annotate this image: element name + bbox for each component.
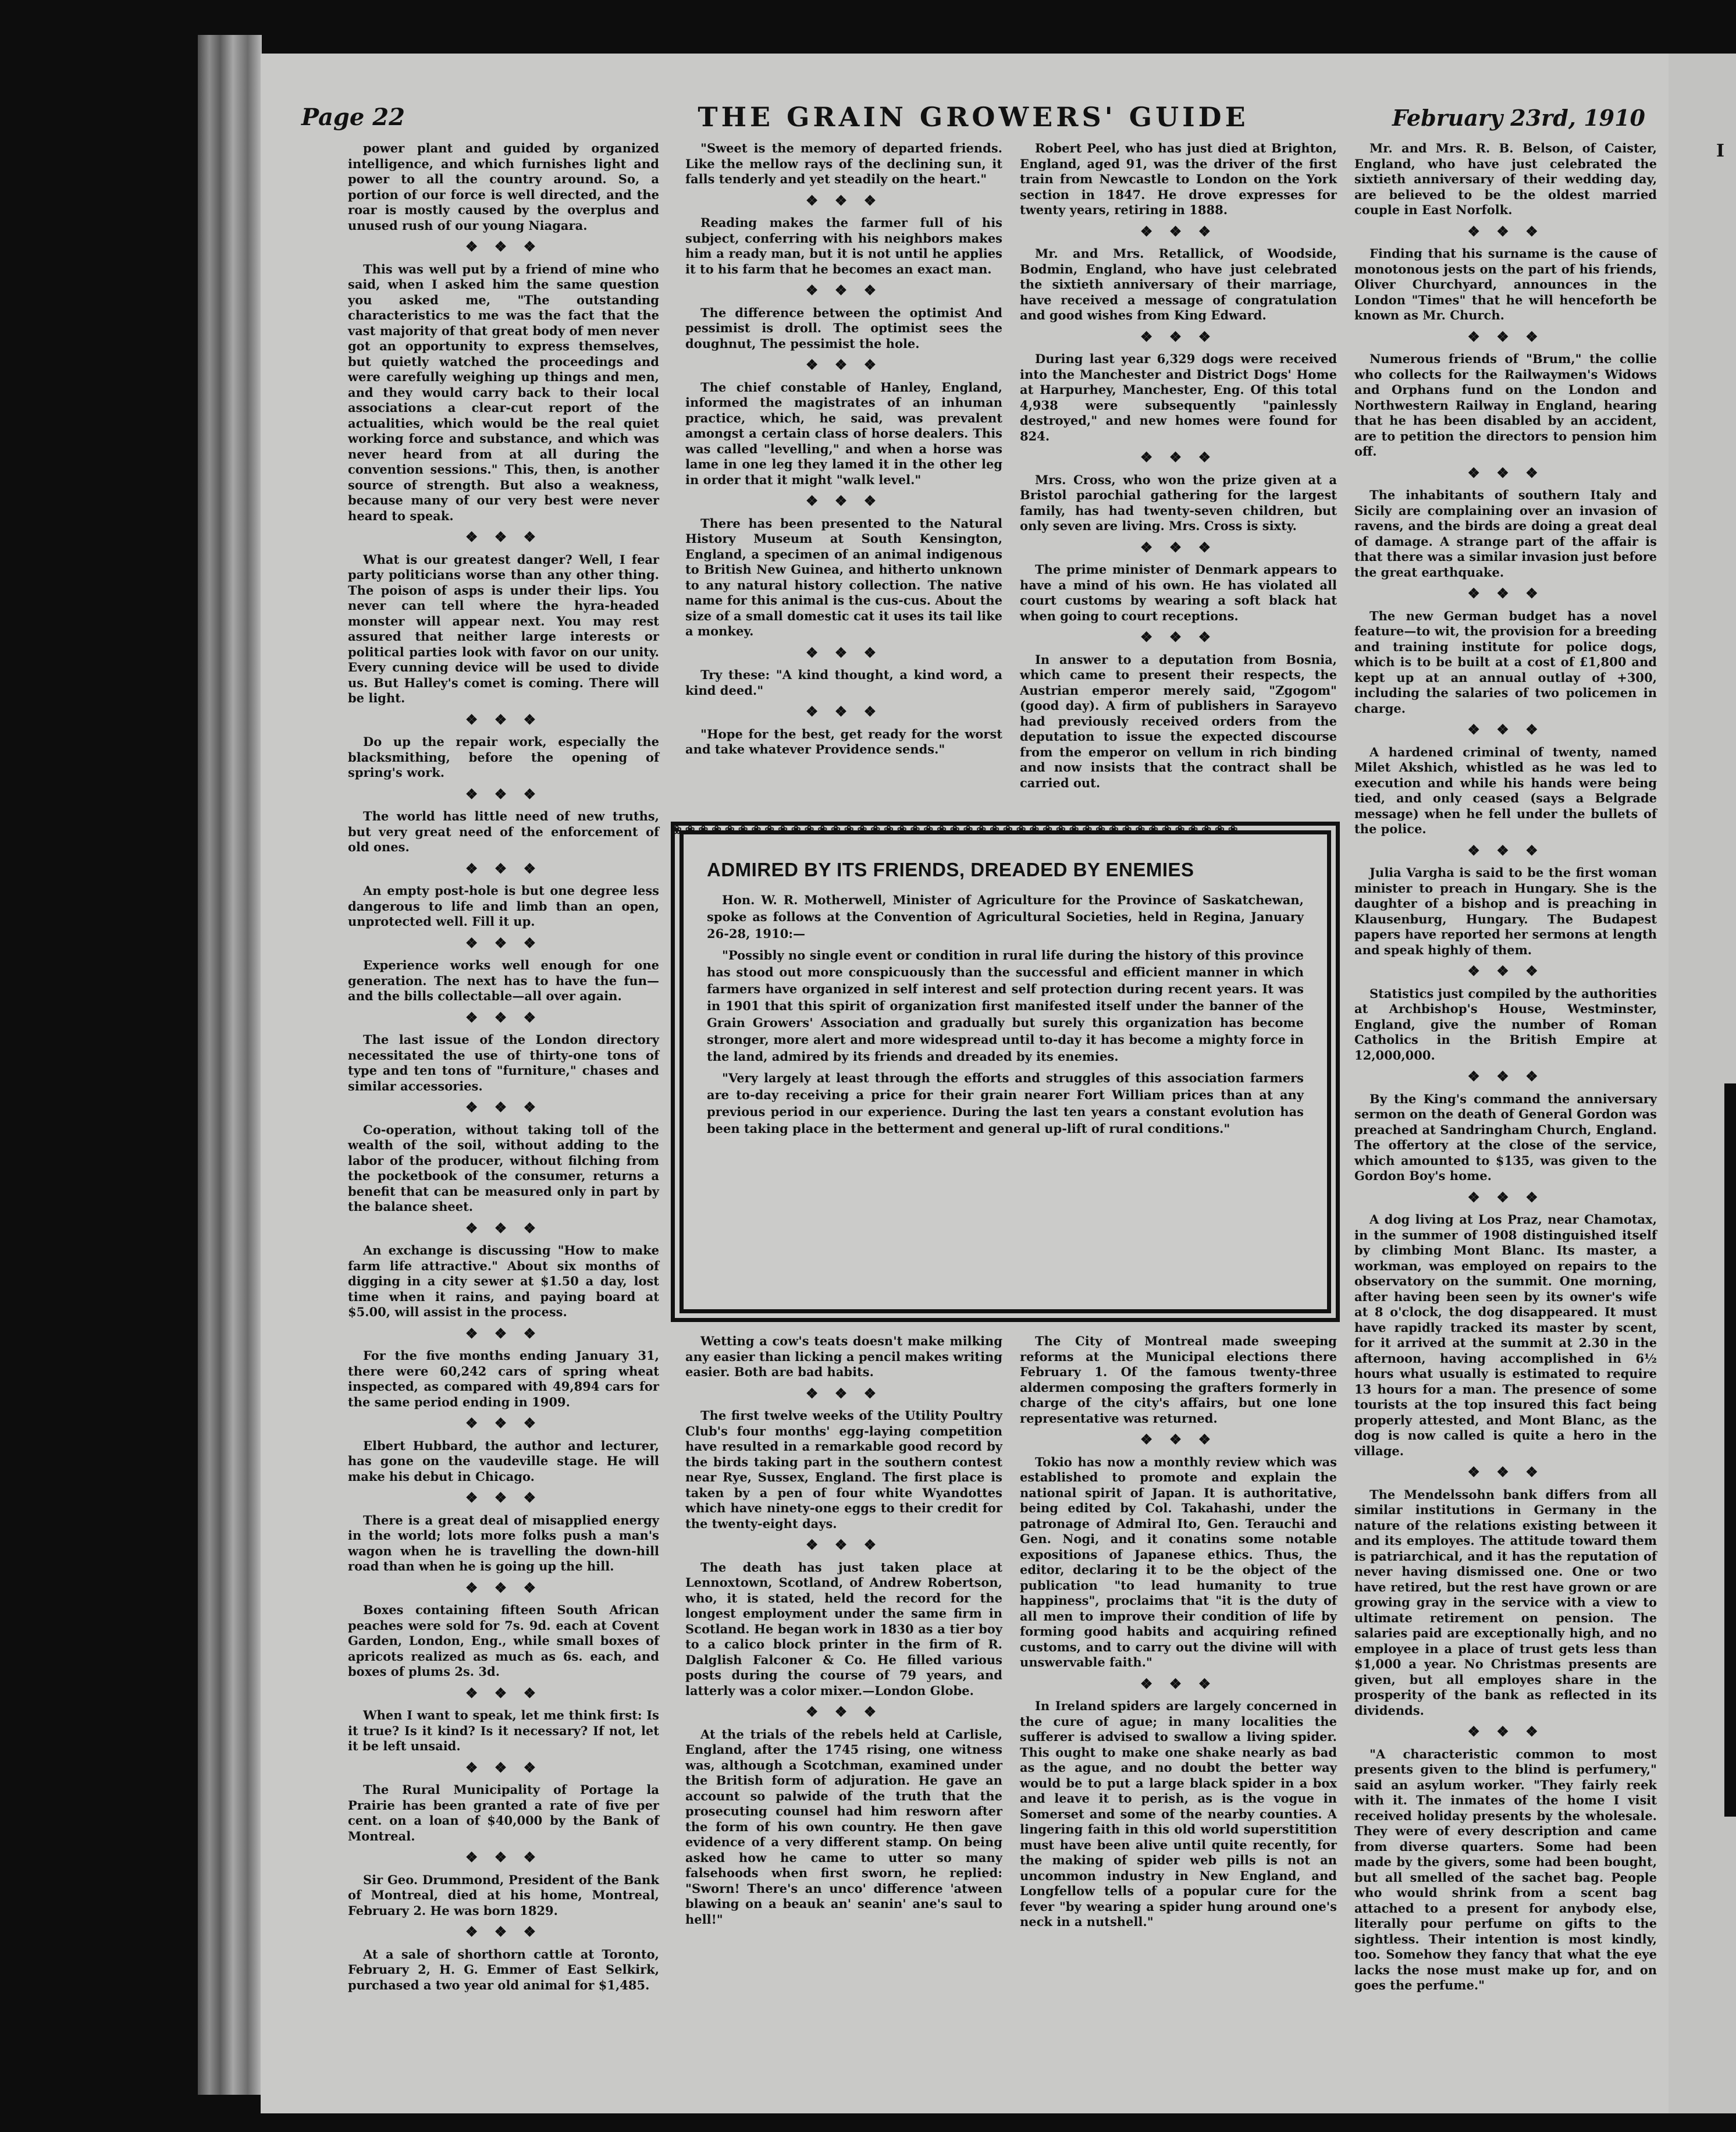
- news-item: power plant and guided by organized intelligence, and which furnishes light and power to all the country around. So, a portion of our force is well directed, and the roar is mostly caused by the overplus and unused rush of our young Niagara.: [348, 141, 659, 233]
- adjacent-page-edge: [1669, 54, 1736, 2113]
- column-2-top: [685, 141, 1002, 804]
- section-ornament: ❖ ❖ ❖: [805, 644, 883, 661]
- news-item: The City of Montreal made sweeping reforms at the Municipal elections there February 1. Of the famous twenty-three aldermen composing the grafters formerly in charge of the city's affairs, but one lone representative was returned.: [1020, 1334, 1337, 1426]
- section-ornament: ❖ ❖ ❖: [1140, 1675, 1217, 1692]
- news-item: The first twelve weeks of the Utility Poultry Club's four months' egg-laying competition have resulted in a remarkable good record by the birds taking part in the southern contest near Rye, Sussex, England. The first place is taken by a pen of four white Wyandottes which have ninety-one eggs to their credit for the twenty-eight days.: [685, 1408, 1002, 1531]
- section-ornament: ❖ ❖ ❖: [1140, 538, 1217, 556]
- news-item: Co-operation, without taking toll of the wealth of the soil, without adding to the labor of the producer, without filching from the pocketbook of the consumer, returns a benefit that can be measured only in part by the balance sheet.: [348, 1122, 659, 1214]
- section-ornament: ❖ ❖ ❖: [465, 859, 542, 877]
- news-item: There is a great deal of misapplied energy in the world; lots more folks push a man's wagon when he is travelling the down-hill road than when he is going up the hill.: [348, 1512, 659, 1573]
- section-ornament: ❖ ❖ ❖: [1467, 328, 1544, 345]
- section-ornament: ❖ ❖ ❖: [465, 238, 542, 255]
- news-item: Do up the repair work, especially the blacksmithing, before the opening of spring's work.: [348, 734, 659, 780]
- section-ornament: ❖ ❖ ❖: [805, 191, 883, 209]
- news-item: Elbert Hubbard, the author and lecturer, has gone on the vaudeville stage. He will make his debut in Chicago.: [348, 1438, 659, 1484]
- news-item: In answer to a deputation from Bosnia, which came to present their respects, the Austrian emperor merely said, "Zgogom" (good day). A firm of publishers in Sarayevo had previously received orders from the deputation to issue the expected discourse from the emperor on vellum in rich binding and now insists that the contract shall be carried out.: [1020, 652, 1337, 790]
- news-item: There has been presented to the Natural History Museum at South Kensington, England, a specimen of an animal indigenous to British New Guinea, and hitherto unknown to any natural history collection. The native name for this animal is the cus-cus. About the size of a small domestic cat it uses its tail like a monkey.: [685, 516, 1002, 638]
- news-item: The prime minister of Denmark appears to have a mind of his own. He has violated all court customs by wearing a soft black hat when going to court receptions.: [1020, 562, 1337, 623]
- news-item: At a sale of shorthorn cattle at Toronto, February 2, H. G. Emmer of East Selkirk, purchased a two year old animal for $1,485.: [348, 1946, 659, 1992]
- boxed-article-intro: Hon. W. R. Motherwell, Minister of Agriculture for the Province of Saskatchewan, spoke as follows at the Convention of Agricultural Societies, held in Regina, January 26-28, 1910:—: [707, 893, 1304, 941]
- section-ornament: ❖ ❖ ❖: [1467, 962, 1544, 979]
- boxed-article: [671, 822, 1340, 1322]
- section-ornament: ❖ ❖ ❖: [805, 1703, 883, 1720]
- section-ornament: ❖ ❖ ❖: [805, 492, 883, 509]
- news-item: For the five months ending January 31, there were 60,242 cars of spring wheat inspected, as compared with 49,894 cars for the same period ending in 1909.: [348, 1348, 659, 1409]
- section-ornament: ❖ ❖ ❖: [465, 528, 542, 545]
- column-1: [348, 141, 659, 1992]
- section-ornament: ❖ ❖ ❖: [1467, 841, 1544, 859]
- news-item: An exchange is discussing "How to make farm life attractive." About six months of digging in a city sewer at $1.50 a day, lost time when it rains, and paying board at $5.00, will assist in the process.: [348, 1243, 659, 1319]
- section-ornament: ❖ ❖ ❖: [1467, 721, 1544, 738]
- news-item: "Hope for the best, get ready for the worst and take whatever Providence sends.": [685, 726, 1002, 756]
- news-item: This was well put by a friend of mine who said, when I asked him the same question you asked me, "The outstanding characteristics to me was the fact that the vast majority of that great body of men never got an opportunity to express themselves, but quietly watched the proceedings and were carefully weighing up things and men, and they would carry back to their local associations a clear-cut report of the actualities, which would be the real quiet working force and substance, and which was never heard from at all during the convention sessions." This, then, is another source of strength. But also a weakness, because many of our very best were never heard to speak.: [348, 261, 659, 523]
- news-item: In Ireland spiders are largely concerned in the cure of ague; in many localities the sufferer is advised to swallow a living spider. This ought to make one shake nearly as bad as the ague, and no doubt the better way would be to put a large black spider in a box and leave it to perish, as is the vogue in Somerset and some of the nearby counties. A lingering faith in this old world superstitition must have been alive until quite recently, for the making of spider web pills is not an uncommon industry in New England, and Longfellow tells of a popular cure for the fever "by wearing a spider hung around one's neck in a nutshell.": [1020, 1699, 1337, 1929]
- ornamental-border: ❀❀❀❀❀❀❀❀❀❀❀❀❀❀❀❀❀❀❀❀❀❀❀❀❀❀❀❀❀❀❀❀❀❀❀❀❀❀❀❀❀❀❀: [672, 823, 1241, 837]
- section-ornament: ❖ ❖ ❖: [465, 1684, 542, 1701]
- section-ornament: ❖ ❖ ❖: [1140, 1431, 1217, 1448]
- news-item: The new German budget has a novel feature—to wit, the provision for a breeding and training institute for police dogs, which is to be built at a cost of £1,800 and kept up at an annual outlay of +300, including the salaries of two policemen in charge.: [1354, 608, 1657, 716]
- issue-date: February 23rd, 1910: [1392, 105, 1645, 131]
- news-item: Finding that his surname is the cause of monotonous jests on the part of his friends, Oliver Churchyard, announces in the London "Times" that he will henceforth be known as Mr. Church.: [1354, 246, 1657, 322]
- news-item: A hardened criminal of twenty, named Milet Akshich, whistled as he was led to execution and while his hands were being tied, and only ceased (says a Belgrade message) when he fell under the bullets of the police.: [1354, 744, 1657, 836]
- news-item: "A characteristic common to most presents given to the blind is perfumery," said an asylum worker. "They fairly reek with it. The inmates of the home I visit received holiday presents by the wholesale. They were of every description and came from diverse quarters. Some had been made by the givers, some had been bought, but all smelled of the sachet bag. People who would shrink from a scent bag attached to a present for anybody else, literally pour perfume on gifts to the sightless. Their intention is most kindly, too. Somehow they fancy that what the eye lacks the nose must make up for, and on goes the perfume.": [1354, 1746, 1657, 1992]
- news-item: Wetting a cow's teats doesn't make milking any easier than licking a pencil makes writing easier. Both are bad habits.: [685, 1334, 1002, 1379]
- news-item: The world has little need of new truths, but very great need of the enforcement of old ones.: [348, 809, 659, 854]
- section-ornament: ❖ ❖ ❖: [805, 282, 883, 299]
- news-item: Mr. and Mrs. Retallick, of Woodside, Bodmin, England, who have just celebrated the sixtieth anniversary of their marriage, have received a message of congratulation and good wishes from King Edward.: [1020, 246, 1337, 322]
- section-ornament: ❖ ❖ ❖: [1140, 222, 1217, 240]
- page-header: [301, 99, 1645, 140]
- news-item: When I want to speak, let me think first: Is it true? Is it kind? Is it necessary? If not, let it be left unsaid.: [348, 1708, 659, 1753]
- column-2-bottom: [685, 1334, 1002, 2090]
- section-ornament: ❖ ❖ ❖: [465, 1324, 542, 1342]
- section-ornament: ❖ ❖ ❖: [465, 1923, 542, 1940]
- section-ornament: ❖ ❖ ❖: [1467, 1463, 1544, 1480]
- adjacent-page-letter: I: [1716, 141, 1725, 161]
- section-ornament: ❖ ❖ ❖: [1140, 328, 1217, 345]
- news-item: The difference between the optimist And pessimist is droll. The optimist sees the doughnut, The pessimist the hole.: [685, 305, 1002, 351]
- section-ornament: ❖ ❖ ❖: [465, 1849, 542, 1866]
- news-item: Experience works well enough for one generation. The next has to have the fun—and the bills collectable—all over again.: [348, 958, 659, 1003]
- news-item: Julia Vargha is said to be the first woman minister to preach in Hungary. She is the daughter of a bishop and is preaching in Klausenburg, Hungary. The Budapest papers have reported her sermons at length and speak highly of them.: [1354, 865, 1657, 957]
- book-binding: [198, 35, 262, 2095]
- news-item: The Mendelssohn bank differs from all similar institutions in Germany in the nature of the relations existing between it and its employes. The attitude toward them is patriarchical, and it has the reputation of never having dismissed one. One or two have retired, but the rest have grown or are growing gray in the service with a view to ultimate retirement on pension. The salaries paid are exceptionally high, and no employee in a place of trust gets less than $1,000 a year. No Christmas presents are given, but all employes share in the prosperity of the bank as reflected in its dividends.: [1354, 1487, 1657, 1718]
- section-ornament: ❖ ❖ ❖: [465, 1415, 542, 1431]
- boxed-article-title: ADMIRED BY ITS FRIENDS, DREADED BY ENEMIES: [707, 859, 1194, 880]
- news-item: The chief constable of Hanley, England, informed the magistrates of an inhuman practice, which, he said, was prevalent amongst a certain class of horse dealers. This was called "levelling," and when a horse was lame in one leg they lamed it in the other leg in order that it might "walk level.": [685, 379, 1002, 487]
- news-item: During last year 6,329 dogs were received into the Manchester and District Dogs' Home at Harpurhey, Manchester, Eng. Of this total 4,938 were subsequently "painlessly destroyed," and new homes were found for 824.: [1020, 351, 1337, 443]
- news-item: Numerous friends of "Brum," the collie who collects for the Railwaymen's Widows and Orphans fund on the London and Northwestern Railway in England, hearing that he has been disabled by an accident, are to petition the directors to pension him off.: [1354, 351, 1657, 459]
- news-item: Statistics just compiled by the authorities at Archbishop's House, Westminster, England, give the number of Roman Catholics in the British Empire at 12,000,000.: [1354, 986, 1657, 1063]
- news-item: At the trials of the rebels held at Carlisle, England, after the 1745 rising, one witness was, although a Scotchman, examined under the British form of adjuration. He gave an account so palwide of the truth that the prosecuting counsel had him resworn after the form of his own country. He then gave evidence of a very different stamp. On being asked how he came to utter so many falsehoods when first sworn, he replied: "Sworn! There's an unco' difference 'atween blawing on a beauk an' seanin' ane's saul to hell!": [685, 1726, 1002, 1927]
- news-item: An empty post-hole is but one degree less dangerous to life and limb than an open, unprotected well. Fill it up.: [348, 883, 659, 929]
- section-ornament: ❖ ❖ ❖: [1467, 222, 1544, 240]
- news-item: The inhabitants of southern Italy and Sicily are complaining over an invasion of ravens, and the birds are doing a great deal of damage. A strange part of the affair is that there was a similar invasion just before the great earthquake.: [1354, 488, 1657, 580]
- section-ornament: ❖ ❖ ❖: [1467, 1188, 1544, 1206]
- column-4: [1354, 141, 1657, 2090]
- news-item: A dog living at Los Praz, near Chamotax, in the summer of 1908 distinguished itself by climbing Mont Blanc. Its master, a workman, was employed on repairs to the observatory on the summit. One morning, after having been seen by its owner's wife at 8 o'clock, the dog disappeared. It must have rapidly tracked its master by scent, for it arrived at the summit at 2.30 in the afternoon, having accomplished in 6½ hours what usually is estimated to require 13 hours for a man. The presence of some tourists at the top insured this fact being properly attested, and Mont Blanc, as the dog is now called is quite a hero in the village.: [1354, 1212, 1657, 1458]
- section-ornament: ❖ ❖ ❖: [465, 1579, 542, 1596]
- boxed-article-quote-1: "Possibly no single event or condition in rural life during the history of this province has stood out more conspicuously than the successful and efficient manner in which farmers have organized in self interest and self protection during recent years. It was in 1901 that this spirit of organization first manifested itself under the banner of the Grain Growers' Association and gradually but surely this organization has become stronger, more alert and more widespread until to-day it has become a mighty force in the land, admired by its friends and dreaded by its enemies.: [707, 948, 1304, 1064]
- page-number: Page 22: [301, 104, 405, 131]
- section-ornament: ❖ ❖ ❖: [465, 1758, 542, 1776]
- section-ornament: ❖ ❖ ❖: [805, 1384, 883, 1402]
- section-ornament: ❖ ❖ ❖: [465, 1099, 542, 1115]
- news-item: "Sweet is the memory of departed friends. Like the mellow rays of the declining sun, it falls tenderly and yet steadily on the heart.": [685, 141, 1002, 186]
- news-item: Tokio has now a monthly review which was established to promote and explain the national spirit of Japan. It is authoritative, being edited by Col. Takahashi, under the patronage of Admiral Ito, Gen. Terauchi and Gen. Nogi, and it conatins some notable expositions of Japanese ethics. Thus, the editor, declaring it to be the object of the publication "to lead humanity to true happiness", proclaims that "it is the duty of all men to improve their condition of life by forming good habits and acquiring refined customs, and to carry out the divine will with unswervable faith.": [1020, 1454, 1337, 1669]
- section-ornament: ❖ ❖ ❖: [805, 356, 883, 373]
- section-ornament: ❖ ❖ ❖: [465, 1008, 542, 1026]
- section-ornament: ❖ ❖ ❖: [1467, 585, 1544, 602]
- news-item: Mr. and Mrs. R. B. Belson, of Caister, England, who have just celebrated the sixtieth anniversary of their wedding day, are believed to be the oldest married couple in East Norfolk.: [1354, 141, 1657, 217]
- section-ornament: ❖ ❖ ❖: [1467, 464, 1544, 481]
- section-ornament: ❖ ❖ ❖: [805, 703, 883, 720]
- news-item: Mrs. Cross, who won the prize given at a Bristol parochial gathering for the largest family, has had twenty-seven children, but only seven are living. Mrs. Cross is sixty.: [1020, 472, 1337, 533]
- section-ornament: ❖ ❖ ❖: [465, 1489, 542, 1506]
- masthead-title: THE GRAIN GROWERS' GUIDE: [698, 101, 1249, 133]
- section-ornament: ❖ ❖ ❖: [465, 934, 542, 951]
- news-item: Reading makes the farmer full of his subject, conferring with his neighbors makes him a ready man, but it is not until he applies it to his farm that he becomes an exact man.: [685, 215, 1002, 276]
- section-ornament: ❖ ❖ ❖: [805, 1536, 883, 1553]
- news-item: The last issue of the London directory necessitated the use of thirty-one tons of type and ten tons of "furniture," chases and similar accessories.: [348, 1032, 659, 1093]
- section-ornament: ❖ ❖ ❖: [1140, 449, 1217, 466]
- news-item: Robert Peel, who has just died at Brighton, England, aged 91, was the driver of the first train from Newcastle to London on the York section in 1847. He drove expresses for twenty years, retiring in 1888.: [1020, 141, 1337, 217]
- news-item: Try these: "A kind thought, a kind word, a kind deed.": [685, 667, 1002, 698]
- news-item: By the King's command the anniversary sermon on the death of General Gordon was preached at Sandringham Church, England. The offertory at the close of the service, which amounted to $135, was given to the Gordon Boy's home.: [1354, 1091, 1657, 1183]
- adjacent-page-black-bar: [1724, 1083, 1736, 1817]
- boxed-article-quote-2: "Very largely at least through the efforts and struggles of this association farmers are to-day receiving a price for their grain nearer Fort William prices than at any previous period in our experience. During the last ten years a constant evolution has been taking place in the betterment and general up-lift of rural conditions.": [707, 1071, 1304, 1136]
- news-item: Boxes containing fifteen South African peaches were sold for 7s. 9d. each at Covent Garden, London, Eng., while small boxes of apricots realized as much as 6s. each, and boxes of plums 2s. 3d.: [348, 1602, 659, 1679]
- section-ornament: ❖ ❖ ❖: [465, 785, 542, 802]
- section-ornament: ❖ ❖ ❖: [465, 710, 542, 728]
- news-item: The death has just taken place at Lennoxtown, Scotland, of Andrew Robertson, who, it is stated, held the record for the longest employment under the same firm in Scotland. He began work in 1830 as a tier boy to a calico block printer in the firm of R. Dalglish Falconer & Co. He filled various posts during the course of 79 years, and latterly was a color mixer.—London Globe.: [685, 1559, 1002, 1698]
- column-3-top: [1020, 141, 1337, 804]
- news-item: Sir Geo. Drummond, President of the Bank of Montreal, died at his home, Montreal, February 2. He was born 1829.: [348, 1872, 659, 1918]
- news-item: The Rural Municipality of Portage la Prairie has been granted a rate of five per cent. on a loan of $40,000 by the Bank of Montreal.: [348, 1782, 659, 1843]
- section-ornament: ❖ ❖ ❖: [465, 1219, 542, 1236]
- news-item: What is our greatest danger? Well, I fear party politicians worse than any other thing. The poison of asps is under their lips. You never can tell where the hyra-headed monster will appear next. You may rest assured that neither large interests or political parties look with favor on our unity. Every cunning device will be used to divide us. But Halley's comet is coming. There will be light.: [348, 552, 659, 705]
- column-3-bottom: [1020, 1334, 1337, 2090]
- section-ornament: ❖ ❖ ❖: [1467, 1723, 1544, 1740]
- section-ornament: ❖ ❖ ❖: [1140, 628, 1217, 645]
- newspaper-page: [261, 54, 1669, 2113]
- section-ornament: ❖ ❖ ❖: [1467, 1068, 1544, 1085]
